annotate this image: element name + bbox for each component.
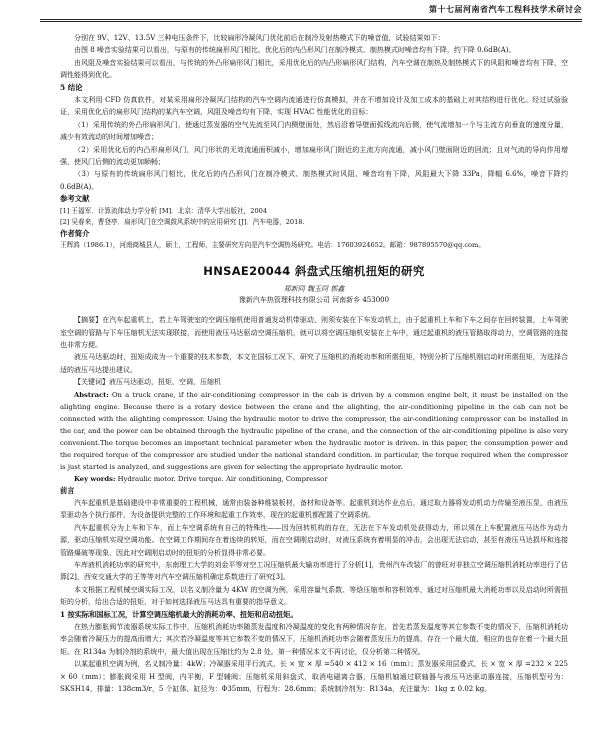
preface-paragraph-4: 本文根据工程机械空调实际工况，以名义制冷量为 4KW 的空调为例，采用容量气系数、等焓压缩率和容积效率，通过对压缩机最大消耗功率以及启动时所需扭矩的分析，给出合适的扭矩，对于如何选择液压马达具有重要的指导意义。 <box>60 585 568 607</box>
abstract-cn-2: 液压马达驱动时，扭矩成成为一个重要的技术参数，本文在国标工况下，研究了压缩机的消耗功率和所需扭矩，特别分析了压缩机刚启动时所需扭矩，为选择合适的液压马达提出建议。 <box>60 353 568 374</box>
keywords-en <box>60 473 568 485</box>
preface-heading: 前言 <box>60 485 75 495</box>
preface-paragraph-1: 汽车起重机是基础建设中非常重要的工程机械，通常由装备种维装板材，备材和设备等。起重机到达作业点后，通过取力器将发动机动力传输至液压泵，由液压泵驱动各个执行部件，为设备提供完整的工作环境和起重工作效率，现在的起重机都配置了空调系统。 <box>60 498 568 520</box>
reference-1: [1] 王福军．计算流体动力学分析 [M]．北京：清华大学出版社，2004 <box>60 206 268 215</box>
preface-paragraph-2: 汽车起重机分为上车和下车，而上车空调系统有自己的特殊性——因为回转机构的存在，无法在下车发动机处获得动力，所以须在上车配置液压马达作为动力源，驱动压缩机实现空调功能。在空调工作期间存在着连续的转矩，而在空调刚启动时，对液压系统有着明显的冲击，会出现无法启动，甚至有液压马达损坏和连接管路爆破等现象，因此对空调刚启动时的扭矩的分析显得非常必要。 <box>60 523 568 557</box>
conclusion-item-2: （2）采用优化后的内凸形扁形风门，风门形状的无效流通面积减小，增加扁形风门附近的主流方向流通，减小风门壁面附近的回流；且对气流的导向作用增强，使风门后侧的流动更加顺畅； <box>60 145 568 167</box>
reference-2: [2] 吴春来，曹登亭．扁形风门在空调鼓风系统中的应用研究 [J]．汽车电器，2018. <box>60 217 305 226</box>
keywords-cn: 【关键词】液压马达驱动，扭矩，空调，压缩机 <box>74 378 221 387</box>
page-content <box>60 32 568 695</box>
article-affiliation: 豫新汽车热管理科技有限公司 河南新乡 453000 <box>238 296 390 305</box>
author-bio: 王辉鸿（1986.1），河南商城县人，硕士，工程师，主要研究方向是汽车空调热场研究。电话：17603924652。邮箱：987895570@qq.com。 <box>60 241 485 250</box>
conclusion-paragraph: 本文利用 CFD 仿真软件，对某采用扁形冷凝风门结构的汽车空调内流通进行仿真模拟，并在不增加设计及加工成本的基础上对其结构进行优化。经过试验验证，采用优化后的扁形风门结构的某汽车空调，风阻及噪音均有下降，实现 HVAC 性能优化的目标： <box>60 96 568 117</box>
preface-paragraph-3: 车库液机消耗功率的研究中，东南理工大学的刘金平等对空工况压缩机最大输功率进行了分析[1]，贵州汽车改装厂的曾旺对非独立空调压缩机消耗功率进行了估算[2]，西安交通大学的王等等对汽车空调压缩机确定系数进行了研究[3]。 <box>60 560 568 582</box>
author-bio-heading: 作者简介 <box>60 228 90 238</box>
section-1-paragraph-1: 在热力膨胀阀节流器系统实际工作中，压缩机消耗功率随蒸发温度和冷凝温度的变化有两种情况存在，首先若蒸发温度等其它参数不变的情况下，压缩机消耗功率会随着冷凝压力的提高而增大；其次若冷凝温度等其它参数不变的情况下，压缩机消耗功率会随着蒸发压力的提高，存在一个最大值，相应的也存在着一个最大扭矩。在 R134a 为制冷剂的系统中，最大值出现在压缩比约为 2.8 处。第一种情况本文不再讨论，仅分析第二种情况。 <box>60 623 568 656</box>
prev-paragraph-3: 由风阻及噪音实验结果可以看出，与传统的外凸形扁形风门相比，采用优化后的内凸形扁形风门结构，汽车空调在制热及制热模式下的风阻和噪音均有下降，空调性能得到优化。 <box>60 58 568 80</box>
abstract-en-text: On a truck crane, if the air-conditioning compressor in the cab is driven by a common engine belt, it must be installed on the alighting engine. Because there is a rotary device between the crane and the alighting, the air-conditioning pipeline in the cab can not be connected with the alighting compressor. Using the hydraulic motor to drive the compressor, the air-conditioning compressor can be installed in the car, and the power can be obtained through the hydraulic pipeline of the crane, and the connection of the air-conditioning pipeline is also very convenient.The torque becomes an important technical parameter when the hydraulic motor is driven. in this paper, the consumption power and the required torque of the compressor are studied under the national standard condition. in particular, the torque required when the compressor is just started is analyzed, and suggestions are given for selecting the appropriate hydraulic motor. <box>60 390 568 471</box>
article-authors: 郑新同 魏玉同 郭鑫 <box>283 285 345 294</box>
conclusion-item-1: （1）采用传统的外凸形扁形风门，使通过蒸发器的空气先流至风门内侧壁面处，然后沿着导壁面弧线流向后侧，使气流增加一个与主流方向垂直的速度分量，减少有效流动的时间增加噪音； <box>60 120 568 142</box>
prev-paragraph-1: 分别在 9V、12V、13.5V 三种电压条件下，比较扁形冷凝风门优化前后在制冷及射热模式下的噪音值，试验结果如下： <box>74 34 445 42</box>
section-1-paragraph-2: 以某起重机空调为例，名义制冷量：4kW；冷凝器采用平行流式，长 × 宽 × 厚 =540 × 412 × 16（mm）；蒸发器采用层叠式，长 × 宽 × 厚 =232 × 225 × 60（mm）；膨胀阀采用 H 型阀，内平衡，F 型辅阀；压缩机采用斜盘式，取消电磁离合器，压缩机轴通过联轴器与液压马达驱动器连接，压缩机型号为：SKSH14，排量：138cm3/r，5 个缸体，缸径为：Φ35mm，行程为：28.6mm；系统制冷剂为：R134a，充注量为：1kg ± 0.02 kg。 <box>60 660 568 694</box>
abstract-en <box>60 389 568 473</box>
references-heading: 参考文献 <box>60 194 90 204</box>
conclusion-item-3: （3）与原有的传统扁形风门相比，优化后的内凸形风门在制冷模式、制热模式时风阻、噪音均有下降，风阻最大下降 33Pa，降幅 6.6%，噪音下降约 0.6dB(A)。 <box>60 170 568 191</box>
article-title: HNSAE20044 斜盘式压缩机扭矩的研究 <box>203 264 425 279</box>
abstract-cn: 【摘要】在汽车起重机上，若上车驾驶室的空调压缩机使用普通发动机带驱动，则须安装在下车发动机上，由于起重机上车和下车之间存在回转装置，上车驾驶室空调的管路与下车压缩机无法实现联接，而使用液压马达驱动空调压缩机，就可以将空调压缩机安装在上车中，通过起重机的液压管路取得动力，空调管路的连接也非常方便。 <box>60 316 568 349</box>
section-1-heading: 1 按实际和国标工况，计算空调压缩机最大的消耗功率、扭矩和启动扭矩。 <box>60 609 298 619</box>
running-header: 第十七届河南省汽车工程科技学术研讨会 <box>429 4 582 14</box>
keywords-en-label: Key words: <box>74 474 116 483</box>
conclusion-heading: 5 结论 <box>60 82 83 92</box>
keywords-en-text: Hydraulic motor. Drive torque. Air conditioning, Compressor <box>117 474 328 483</box>
abstract-en-label: Abstract: <box>74 390 109 399</box>
header-rule <box>40 19 582 22</box>
prev-paragraph-2: 由图 8 噪音实验结果可以看出，与原有的传统扁形风门相比，优化后的内凸形风门在制冷模式、制热模式时噪音均有下降，约下降 0.6dB(A)。 <box>74 46 516 55</box>
